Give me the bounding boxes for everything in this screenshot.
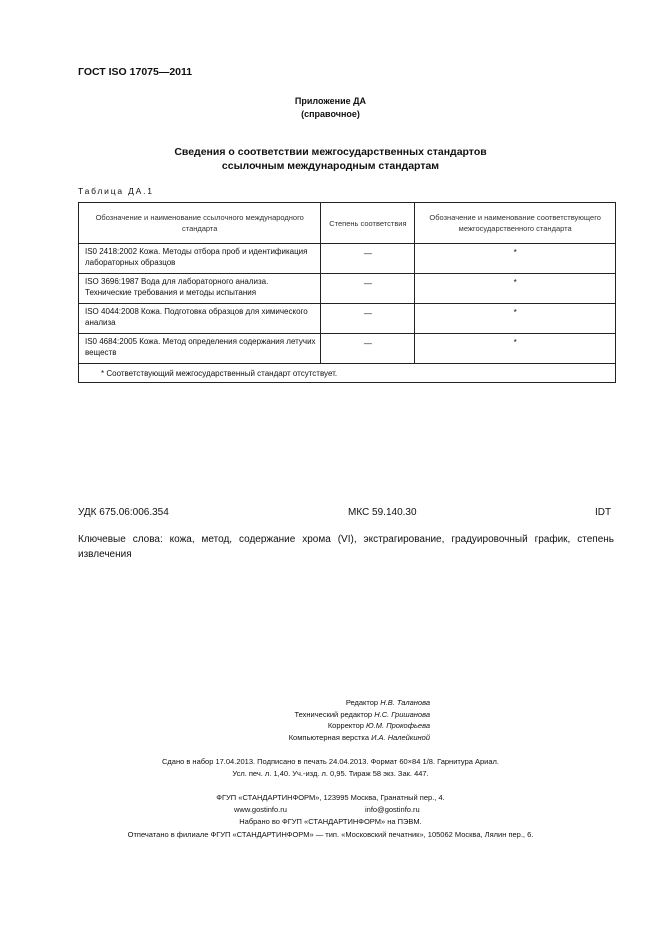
header-corresponding-standard: Обозначение и наименование соответствующего межгосударственного стандарта: [415, 203, 616, 244]
print-volume: Усл. печ. л. 1,40. Уч.-изд. л. 0,95. Тираж 58 экз. Зак. 447.: [232, 769, 429, 778]
printed-note: Отпечатано в филиале ФГУП «СТАНДАРТИНФОРМ» — тип. «Московский печатник», 105062 Москва, Лялин пер., 6.: [127, 830, 534, 839]
header-degree: Степень соответствия: [321, 203, 415, 244]
cell-degree: —: [321, 304, 415, 334]
imprint-staff: [0, 697, 430, 743]
table-header-row: [79, 203, 616, 244]
editor-name: Н.В. Таланова: [380, 698, 430, 707]
header-reference-standard: Обозначение и наименование ссылочного международного стандарта: [79, 203, 321, 244]
cell-standard: IS0 2418:2002 Кожа. Методы отбора проб и идентификация лабораторных образцов: [79, 244, 321, 274]
layout-line: [0, 732, 430, 744]
cell-degree: —: [321, 274, 415, 304]
editor-line: [0, 697, 430, 709]
table-row: [79, 244, 616, 274]
keywords: Ключевые слова: кожа, метод, содержание хрома (VI), экстрагирование, градуировочный график, степень извлечения: [78, 534, 614, 560]
annex-subtitle: (справочное): [301, 109, 360, 119]
publisher-website[interactable]: www.gostinfo.ru: [234, 805, 287, 814]
cell-corresponding: *: [415, 304, 616, 334]
cell-corresponding: *: [415, 274, 616, 304]
table-label: Таблица ДА.1: [78, 186, 154, 196]
correspondence-table: [78, 202, 616, 383]
annex-title: Приложение ДА: [294, 96, 367, 106]
cell-standard: ISO 4044:2008 Кожа. Подготовка образцов для химического анализа: [79, 304, 321, 334]
table-footnote-row: [79, 364, 616, 383]
typeset-note: Набрано во ФГУП «СТАНДАРТИНФОРМ» на ПЭВМ.: [239, 817, 422, 826]
udk-code: УДК 675.06:006.354: [78, 507, 169, 518]
corrector-line: [0, 720, 430, 732]
mks-code: МКС 59.140.30: [348, 507, 417, 518]
corrector-name: Ю.М. Прокофьева: [366, 721, 430, 730]
table-row: [79, 274, 616, 304]
cell-standard: ISO 3696:1987 Вода для лабораторного анализа. Технические требования и методы испытания: [79, 274, 321, 304]
table-footnote: * Соответствующий межгосударственный стандарт отсутствует.: [79, 364, 616, 383]
layout-name: И.А. Налейкиной: [371, 732, 430, 742]
cell-degree: —: [321, 244, 415, 274]
print-dates: Сдано в набор 17.04.2013. Подписано в печать 24.04.2013. Формат 60×84 1/8. Гарнитура Ариал.: [162, 757, 499, 766]
cell-degree: —: [321, 334, 415, 364]
tech-editor-line: [0, 709, 430, 721]
cell-corresponding: *: [415, 244, 616, 274]
corrector-label: Корректор: [327, 721, 364, 730]
idt-label: IDT: [595, 507, 612, 518]
publisher-email[interactable]: info@gostinfo.ru: [365, 805, 420, 814]
publisher-address: ФГУП «СТАНДАРТИНФОРМ», 123995 Москва, Гранатный пер., 4.: [216, 793, 445, 802]
table-row: [79, 304, 616, 334]
cell-standard: IS0 4684:2005 Кожа. Метод определения содержания летучих веществ: [79, 334, 321, 364]
layout-label: Компьютерная верстка: [288, 732, 370, 742]
tech-editor-label: Технический редактор: [294, 709, 373, 719]
editor-label: Редактор: [345, 698, 379, 707]
table-row: [79, 334, 616, 364]
section-title-line2: ссылочным международным стандартам: [221, 160, 440, 172]
document-code: ГОСТ ISO 17075—2011: [78, 66, 193, 78]
tech-editor-name: Н.С. Гришанова: [374, 709, 430, 719]
section-title-line1: Сведения о соответствии межгосударственных стандартов: [174, 146, 487, 158]
cell-corresponding: *: [415, 334, 616, 364]
